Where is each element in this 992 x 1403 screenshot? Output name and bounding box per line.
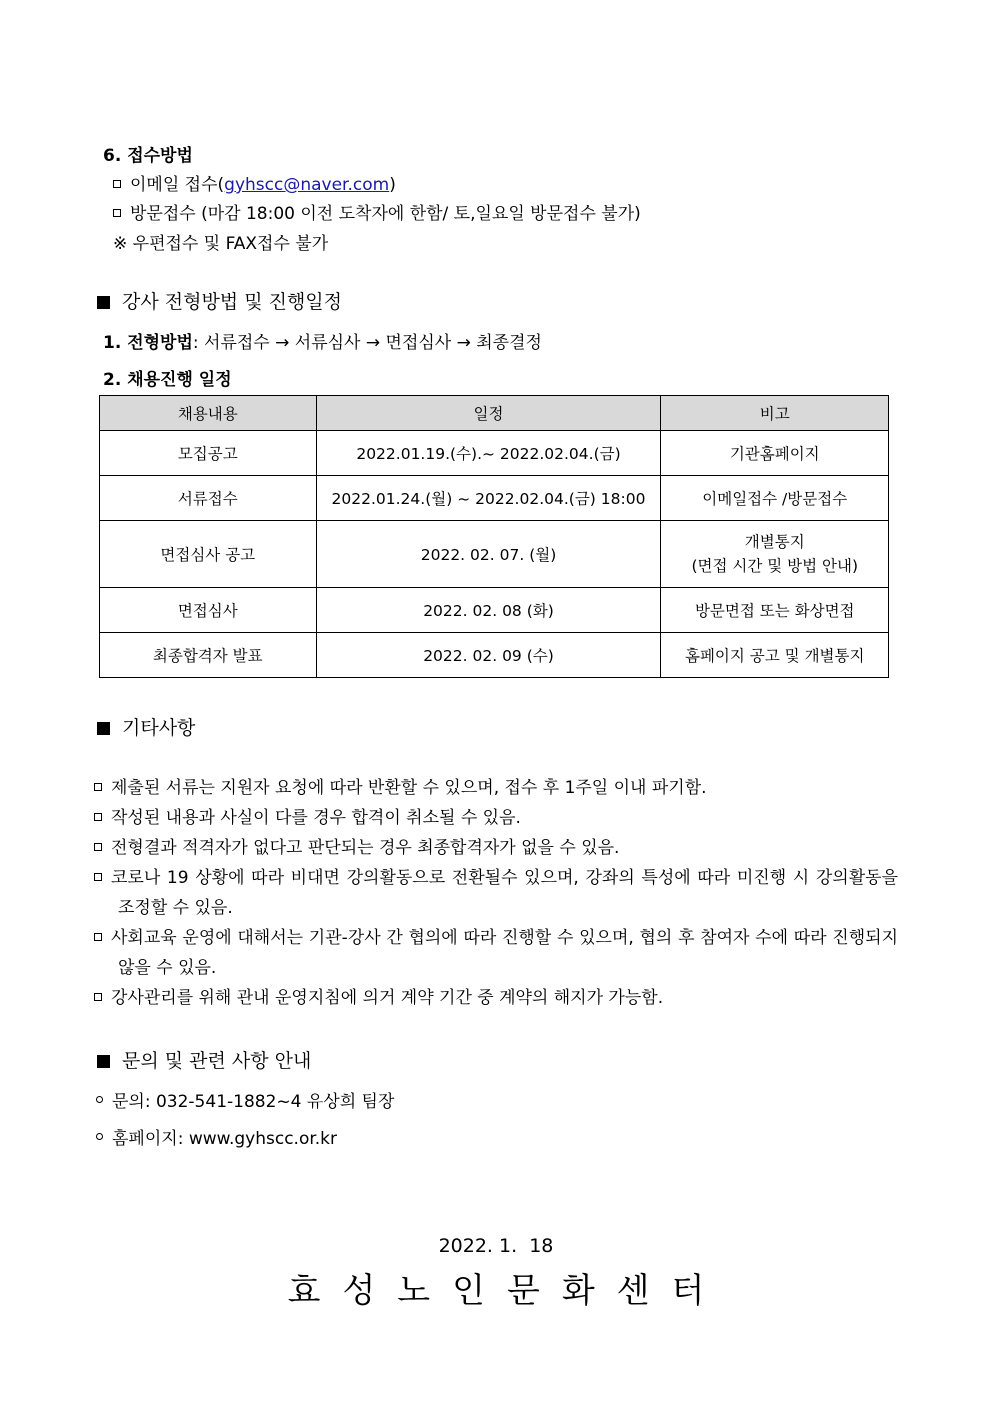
receipt-note: ※ 우편접수 및 FAX접수 불가 bbox=[113, 234, 329, 254]
organization-name: 효성노인문화센터 bbox=[287, 1271, 727, 1311]
table-cell: 2022.01.24.(월) ~ 2022.02.04.(금) 18:00 bbox=[316, 476, 661, 521]
list-item: 사회교육 운영에 대해서는 기관-강사 간 협의에 따라 진행할 수 있으며, 협의 후 참여자 수에 따라 진행되지 않을 수 있음. bbox=[94, 923, 898, 983]
table-cell: 2022. 02. 07. (월) bbox=[316, 521, 661, 588]
bullet-square-icon bbox=[113, 180, 121, 188]
selection-heading: 강사 전형방법 및 진행일정 bbox=[97, 287, 342, 314]
table-cell: 서류접수 bbox=[100, 476, 317, 521]
table-cell: 이메일접수 /방문접수 bbox=[661, 476, 889, 521]
contact-phone: 문의: 032-541-1882~4 유상희 팀장 bbox=[96, 1087, 394, 1112]
list-item: 작성된 내용과 사실이 다를 경우 합격이 취소될 수 있음. bbox=[94, 803, 898, 833]
table-cell: 면접심사 bbox=[100, 588, 317, 633]
filled-square-icon bbox=[97, 1055, 110, 1068]
other-heading: 기타사항 bbox=[97, 713, 195, 740]
table-cell: 2022. 02. 09 (수) bbox=[316, 633, 661, 678]
contact-heading: 문의 및 관련 사항 안내 bbox=[97, 1046, 311, 1073]
table-cell-line: 개별통지 bbox=[744, 533, 805, 551]
bullet-circle-icon bbox=[96, 1096, 103, 1103]
table-cell-line: (면접 시간 및 방법 안내) bbox=[691, 557, 859, 575]
contact-homepage: 홈페이지: www.gyhscc.or.kr bbox=[96, 1124, 337, 1149]
list-item: 전형결과 적격자가 없다고 판단되는 경우 최종합격자가 없을 수 있음. bbox=[94, 833, 898, 863]
table-row bbox=[100, 633, 889, 678]
table-cell: 모집공고 bbox=[100, 431, 317, 476]
bullet-square-icon bbox=[94, 933, 102, 941]
list-item: 강사관리를 위해 관내 운영지침에 의거 계약 기간 중 계약의 해지가 가능함. bbox=[94, 983, 898, 1013]
list-item: 제출된 서류는 지원자 요청에 따라 반환할 수 있으며, 접수 후 1주일 이내 파기함. bbox=[94, 773, 898, 803]
email-receipt-line: 이메일 접수(gyhscc@naver.com) bbox=[113, 170, 396, 195]
table-cell bbox=[661, 521, 889, 588]
bullet-circle-icon bbox=[96, 1133, 103, 1140]
table-row bbox=[100, 431, 889, 476]
table-cell: 기관홈페이지 bbox=[661, 431, 889, 476]
bullet-square-icon bbox=[113, 209, 121, 217]
table-header-row bbox=[100, 396, 889, 431]
filled-square-icon bbox=[97, 296, 110, 309]
bullet-square-icon bbox=[94, 813, 102, 821]
table-cell: 2022.01.19.(수).~ 2022.02.04.(금) bbox=[316, 431, 661, 476]
schedule-table bbox=[99, 395, 889, 678]
bullet-square-icon bbox=[94, 993, 102, 1001]
email-link[interactable]: gyhscc@naver.com bbox=[224, 175, 390, 195]
table-header-cell: 일정 bbox=[316, 396, 661, 431]
table-cell: 방문면접 또는 화상면접 bbox=[661, 588, 889, 633]
table-row bbox=[100, 588, 889, 633]
bullet-square-icon bbox=[94, 843, 102, 851]
bullet-square-icon bbox=[94, 873, 102, 881]
selection-method: 1. 전형방법: 서류접수 → 서류심사 → 면접심사 → 최종결정 bbox=[103, 333, 542, 353]
table-row bbox=[100, 476, 889, 521]
schedule-label: 2. 채용진행 일정 bbox=[103, 370, 232, 390]
table-cell: 최종합격자 발표 bbox=[100, 633, 317, 678]
section6-heading: 6. 접수방법 bbox=[103, 146, 193, 166]
table-row bbox=[100, 521, 889, 588]
table-cell: 홈페이지 공고 및 개별통지 bbox=[661, 633, 889, 678]
bullet-square-icon bbox=[94, 783, 102, 791]
visit-receipt-line: 방문접수 (마감 18:00 이전 도착자에 한함/ 토,일요일 방문접수 불가) bbox=[113, 199, 641, 224]
filled-square-icon bbox=[97, 722, 110, 735]
table-header-cell: 비고 bbox=[661, 396, 889, 431]
list-item: 코로나 19 상황에 따라 비대면 강의활동으로 전환될수 있으며, 강좌의 특성에 따라 미진행 시 강의활동을 조정할 수 있음. bbox=[94, 863, 898, 923]
table-header-cell: 채용내용 bbox=[100, 396, 317, 431]
table-cell: 면접심사 공고 bbox=[100, 521, 317, 588]
document-date: 2022. 1. 18 bbox=[438, 1235, 554, 1257]
table-cell: 2022. 02. 08 (화) bbox=[316, 588, 661, 633]
other-list bbox=[94, 773, 898, 1013]
